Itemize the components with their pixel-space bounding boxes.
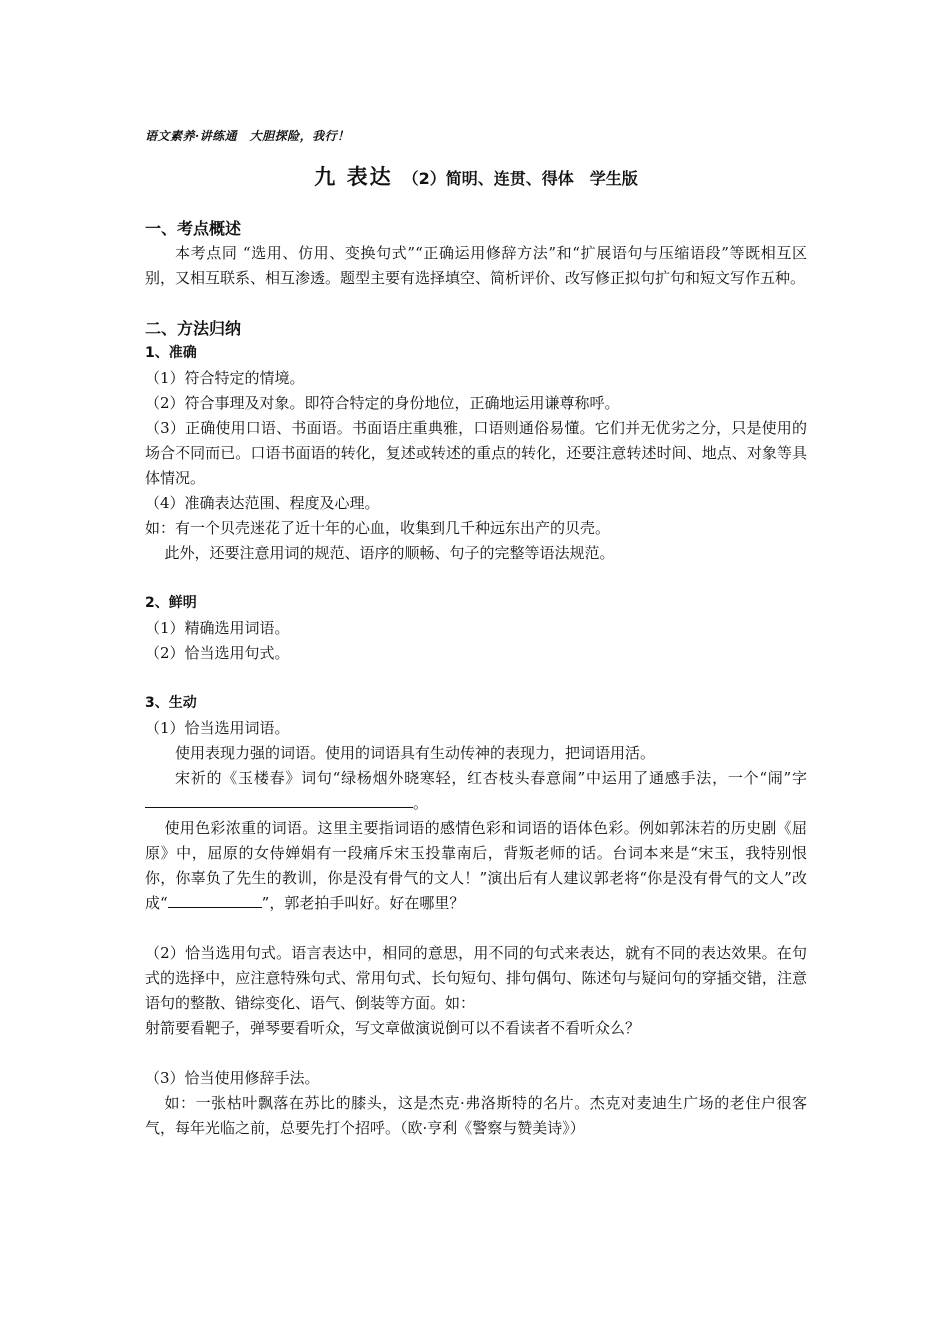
part1-item1: （1）符合特定的情境。 [145,369,305,387]
part3-item3-example: 如：一张枯叶飘落在苏比的膝头，这是杰克·弗洛斯特的名片。杰克对麦迪生广场的老住户很客气，每年光临之前，总要先打个招呼。（欧·亨利《警察与赞美诗》） [145,1094,807,1137]
part1-item4: （4）准确表达范围、程度及心理。 [145,494,380,512]
part3-item1: （1）恰当选用词语。 [145,719,290,737]
part3-line2-text: 宋祈的《玉楼春》词句“绿杨烟外晓寒轻，红杏枝头春意闹”中运用了通感手法，一个“闹”字 [175,769,807,787]
header-note: 语文素养·讲练通 大胆探险，我行！ [145,129,350,143]
part3-item2-example: 射箭要看靶子，弹琴要看听众，写文章做演说倒可以不看读者不看听众么？ [145,1019,641,1037]
part1-heading: 1、准确 [145,345,197,361]
part1-note: 此外，还要注意用词的规范、语序的顺畅、句子的完整等语法规范。 [164,544,615,562]
part1-item2: （2）符合事理及对象。即符合特定的身份地位，正确地运用谦尊称呼。 [145,394,620,412]
part1-item3: （3）正确使用口语、书面语。书面语庄重典雅，口语则通俗易懂。它们并无优劣之分，只是使用的场合不同而已。口语书面语的转化，复述或转述的重点的转化，还要注意转述时间、地点、对象等具体情况。 [145,419,807,487]
answer-blank-2[interactable] [168,891,262,908]
part3-para-end: ”，郭老拍手叫好。好在哪里？ [261,894,465,912]
part3-item2: （2）恰当选用句式。语言表达中，相同的意思，用不同的句式来表达，就有不同的表达效果。在句式的选择中，应注意特殊句式、常用句式、长句短句、排句偶句、陈述句与疑问句的穿插交错，注意语句的整散、错综变化、语气、倒装等方面。如： [145,944,807,1012]
part2-heading: 2、鲜明 [145,595,197,611]
part2-item1: （1）精确选用词语。 [145,619,290,637]
part3-para [145,816,807,916]
part3-item3: （3）恰当使用修辞手法。 [145,1069,320,1087]
part3-line2-end: 。 [413,794,429,812]
part3-heading: 3、生动 [145,695,197,711]
part3-line2 [145,766,807,816]
section2-heading: 二、方法归纳 [145,319,242,338]
part3-para-text: 使用色彩浓重的词语。这里主要指词语的感情色彩和词语的语体色彩。例如郭沫若的历史剧《屈原》中，屈原的女侍婵娟有一段痛斥宋玉投靠南后，背叛老师的话。台词本来是“宋玉，我特别恨你，你辜负了先生的教训，你是没有骨气的文人！”演出后有人建议郭老将“你是没有骨气的文人”改成“ [145,819,807,912]
section1-text: 本考点同 “选用、仿用、变换句式”“正确运用修辞方法”和“扩展语句与压缩语段”等既相互区别，又相互联系、相互渗透。题型主要有选择填空、简析评价、改写修正拟句扩句和短文写作五种。 [145,244,807,287]
document-body [145,128,807,1141]
part1-example: 如：有一个贝壳迷花了近十年的心血，收集到几千种远东出产的贝壳。 [145,519,611,537]
section1-heading: 一、考点概述 [145,219,242,238]
part3-line1: 使用表现力强的词语。使用的词语具有生动传神的表现力，把词语用活。 [175,744,656,762]
title-main: 九 表达 [314,165,393,189]
title-sub: （2）简明、连贯、得体 学生版 [402,169,638,188]
part2-item2: （2）恰当选用句式。 [145,644,290,662]
page-title [145,162,807,194]
answer-blank-1[interactable] [145,791,413,808]
